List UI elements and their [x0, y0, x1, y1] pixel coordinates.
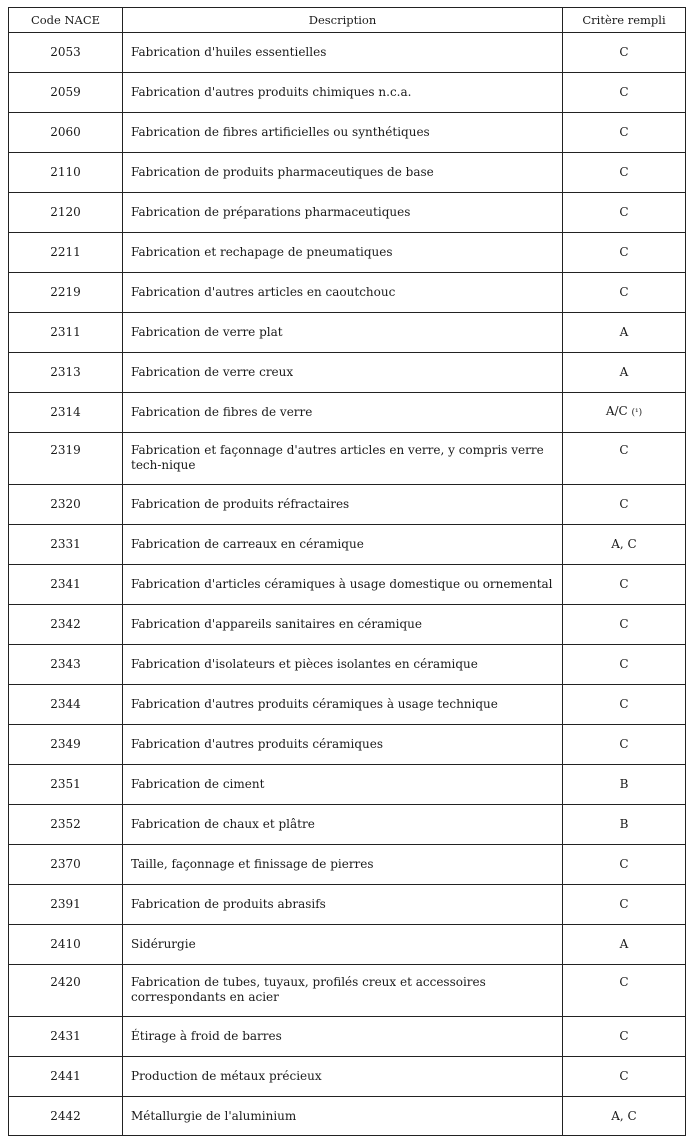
nace-code-cell: 2391 — [9, 885, 123, 925]
table-body — [9, 33, 686, 1136]
description-cell: Taille, façonnage et finissage de pierres — [123, 845, 563, 885]
criterion-cell — [563, 433, 686, 485]
criterion-value: C — [619, 577, 629, 591]
criterion-cell — [563, 725, 686, 765]
description-cell: Fabrication d'isolateurs et pièces isolantes en céramique — [123, 645, 563, 685]
criterion-value: B — [619, 777, 629, 791]
criterion-value: C — [619, 205, 629, 219]
table-header-row — [9, 8, 686, 33]
description-cell: Fabrication de verre plat — [123, 313, 563, 353]
description-cell: Fabrication d'appareils sanitaires en céramique — [123, 605, 563, 645]
criterion-cell — [563, 73, 686, 113]
criterion-cell — [563, 1097, 686, 1136]
criterion-cell — [563, 925, 686, 965]
nace-code-cell: 2341 — [9, 565, 123, 605]
criterion-value: A, C — [611, 537, 637, 551]
criterion-cell — [563, 353, 686, 393]
criterion-cell — [563, 845, 686, 885]
criterion-cell — [563, 645, 686, 685]
criterion-value: C — [619, 897, 629, 911]
criterion-cell — [563, 1057, 686, 1097]
nace-code-cell: 2219 — [9, 273, 123, 313]
table-row — [9, 525, 686, 565]
criterion-cell — [563, 685, 686, 725]
description-cell: Fabrication de produits pharmaceutiques de base — [123, 153, 563, 193]
criterion-value: C — [619, 497, 629, 511]
description-cell: Fabrication d'autres produits céramiques à usage technique — [123, 685, 563, 725]
criterion-value: A — [619, 937, 629, 951]
nace-criteria-table — [8, 7, 686, 1136]
description-cell: Fabrication d'autres articles en caoutchouc — [123, 273, 563, 313]
criterion-cell — [563, 525, 686, 565]
criterion-cell — [563, 113, 686, 153]
criterion-cell — [563, 233, 686, 273]
criterion-value: C — [619, 443, 629, 457]
nace-code-cell: 2442 — [9, 1097, 123, 1136]
description-cell: Fabrication de ciment — [123, 765, 563, 805]
nace-code-cell: 2331 — [9, 525, 123, 565]
nace-code-cell: 2314 — [9, 393, 123, 433]
nace-code-cell: 2352 — [9, 805, 123, 845]
table-row — [9, 725, 686, 765]
criterion-cell — [563, 605, 686, 645]
nace-code-cell: 2370 — [9, 845, 123, 885]
nace-code-cell: 2410 — [9, 925, 123, 965]
criterion-value: A, C — [611, 1108, 637, 1123]
criterion-cell — [563, 485, 686, 525]
nace-code-cell: 2343 — [9, 645, 123, 685]
table-row — [9, 1057, 686, 1097]
nace-code-cell: 2313 — [9, 353, 123, 393]
criterion-value: C — [619, 857, 629, 871]
nace-code-cell: 2349 — [9, 725, 123, 765]
table-row — [9, 393, 686, 433]
nace-code-cell: 2441 — [9, 1057, 123, 1097]
criterion-cell — [563, 33, 686, 73]
footnote-marker: (¹) — [631, 408, 643, 418]
nace-code-cell: 2319 — [9, 433, 123, 485]
nace-code-cell: 2211 — [9, 233, 123, 273]
table-row — [9, 925, 686, 965]
table-row — [9, 485, 686, 525]
criterion-value: A — [619, 325, 629, 339]
description-cell: Fabrication d'autres produits céramiques — [123, 725, 563, 765]
criterion-value: C — [619, 45, 629, 59]
table-row — [9, 565, 686, 605]
table-row — [9, 353, 686, 393]
header-code: Code NACE — [9, 8, 123, 33]
description-cell: Étirage à froid de barres — [123, 1017, 563, 1057]
nace-code-cell: 2342 — [9, 605, 123, 645]
criterion-value: C — [619, 1029, 629, 1043]
table-row — [9, 885, 686, 925]
criterion-value: C — [619, 737, 629, 751]
nace-code-cell: 2311 — [9, 313, 123, 353]
criterion-cell — [563, 805, 686, 845]
criterion-cell — [563, 1017, 686, 1057]
table-row — [9, 233, 686, 273]
table-row — [9, 1097, 686, 1136]
nace-code-cell: 2053 — [9, 33, 123, 73]
description-cell: Fabrication de tubes, tuyaux, profilés creux et accessoires correspondants en acier — [123, 965, 563, 1017]
description-cell: Fabrication et rechapage de pneumatiques — [123, 233, 563, 273]
description-cell: Fabrication d'autres produits chimiques n.c.a. — [123, 73, 563, 113]
nace-code-cell: 2120 — [9, 193, 123, 233]
criterion-value: C — [619, 125, 629, 139]
description-cell: Fabrication et façonnage d'autres articles en verre, y compris verre tech-nique — [123, 433, 563, 485]
nace-code-cell: 2110 — [9, 153, 123, 193]
description-cell: Sidérurgie — [123, 925, 563, 965]
nace-code-cell: 2060 — [9, 113, 123, 153]
description-cell: Fabrication d'huiles essentielles — [123, 33, 563, 73]
description-cell: Fabrication de chaux et plâtre — [123, 805, 563, 845]
table-row — [9, 153, 686, 193]
criterion-cell — [563, 393, 686, 433]
description-cell: Fabrication de carreaux en céramique — [123, 525, 563, 565]
description-cell: Fabrication d'articles céramiques à usage domestique ou ornemental — [123, 565, 563, 605]
table-row — [9, 1017, 686, 1057]
nace-code-cell: 2351 — [9, 765, 123, 805]
table-row — [9, 805, 686, 845]
criterion-value: C — [619, 1069, 629, 1083]
criterion-value: C — [619, 657, 629, 671]
table-row — [9, 193, 686, 233]
table-row — [9, 965, 686, 1017]
nace-code-cell: 2059 — [9, 73, 123, 113]
criterion-cell — [563, 273, 686, 313]
criterion-value: C — [619, 697, 629, 711]
header-criterion: Critère rempli — [563, 8, 686, 33]
criterion-value: B — [619, 817, 629, 831]
description-cell: Fabrication de produits abrasifs — [123, 885, 563, 925]
nace-code-cell: 2431 — [9, 1017, 123, 1057]
criterion-value: C — [619, 165, 629, 179]
criterion-value: C — [619, 617, 629, 631]
criterion-value: A/C — [605, 404, 628, 418]
description-cell: Fabrication de produits réfractaires — [123, 485, 563, 525]
description-cell: Fabrication de fibres de verre — [123, 393, 563, 433]
criterion-cell — [563, 313, 686, 353]
criterion-cell — [563, 965, 686, 1017]
table-row — [9, 33, 686, 73]
table-row — [9, 273, 686, 313]
criterion-cell — [563, 153, 686, 193]
table-row — [9, 845, 686, 885]
criterion-value: C — [619, 245, 629, 259]
description-cell: Fabrication de fibres artificielles ou synthétiques — [123, 113, 563, 153]
criterion-cell — [563, 765, 686, 805]
table-row — [9, 765, 686, 805]
nace-code-cell: 2420 — [9, 965, 123, 1017]
criterion-value: A — [619, 365, 629, 379]
description-cell: Fabrication de préparations pharmaceutiques — [123, 193, 563, 233]
table-row — [9, 73, 686, 113]
description-cell: Fabrication de verre creux — [123, 353, 563, 393]
criterion-cell — [563, 565, 686, 605]
table-row — [9, 433, 686, 485]
criterion-value: C — [619, 285, 629, 299]
description-cell: Production de métaux précieux — [123, 1057, 563, 1097]
table-row — [9, 313, 686, 353]
nace-code-cell: 2320 — [9, 485, 123, 525]
criterion-value: C — [619, 85, 629, 99]
description-cell: Métallurgie de l'aluminium — [123, 1097, 563, 1136]
table-row — [9, 113, 686, 153]
criterion-value: C — [619, 975, 629, 989]
header-description: Description — [123, 8, 563, 33]
criterion-cell — [563, 885, 686, 925]
nace-code-cell: 2344 — [9, 685, 123, 725]
table-row — [9, 645, 686, 685]
table-row — [9, 685, 686, 725]
table-row — [9, 605, 686, 645]
criterion-cell — [563, 193, 686, 233]
